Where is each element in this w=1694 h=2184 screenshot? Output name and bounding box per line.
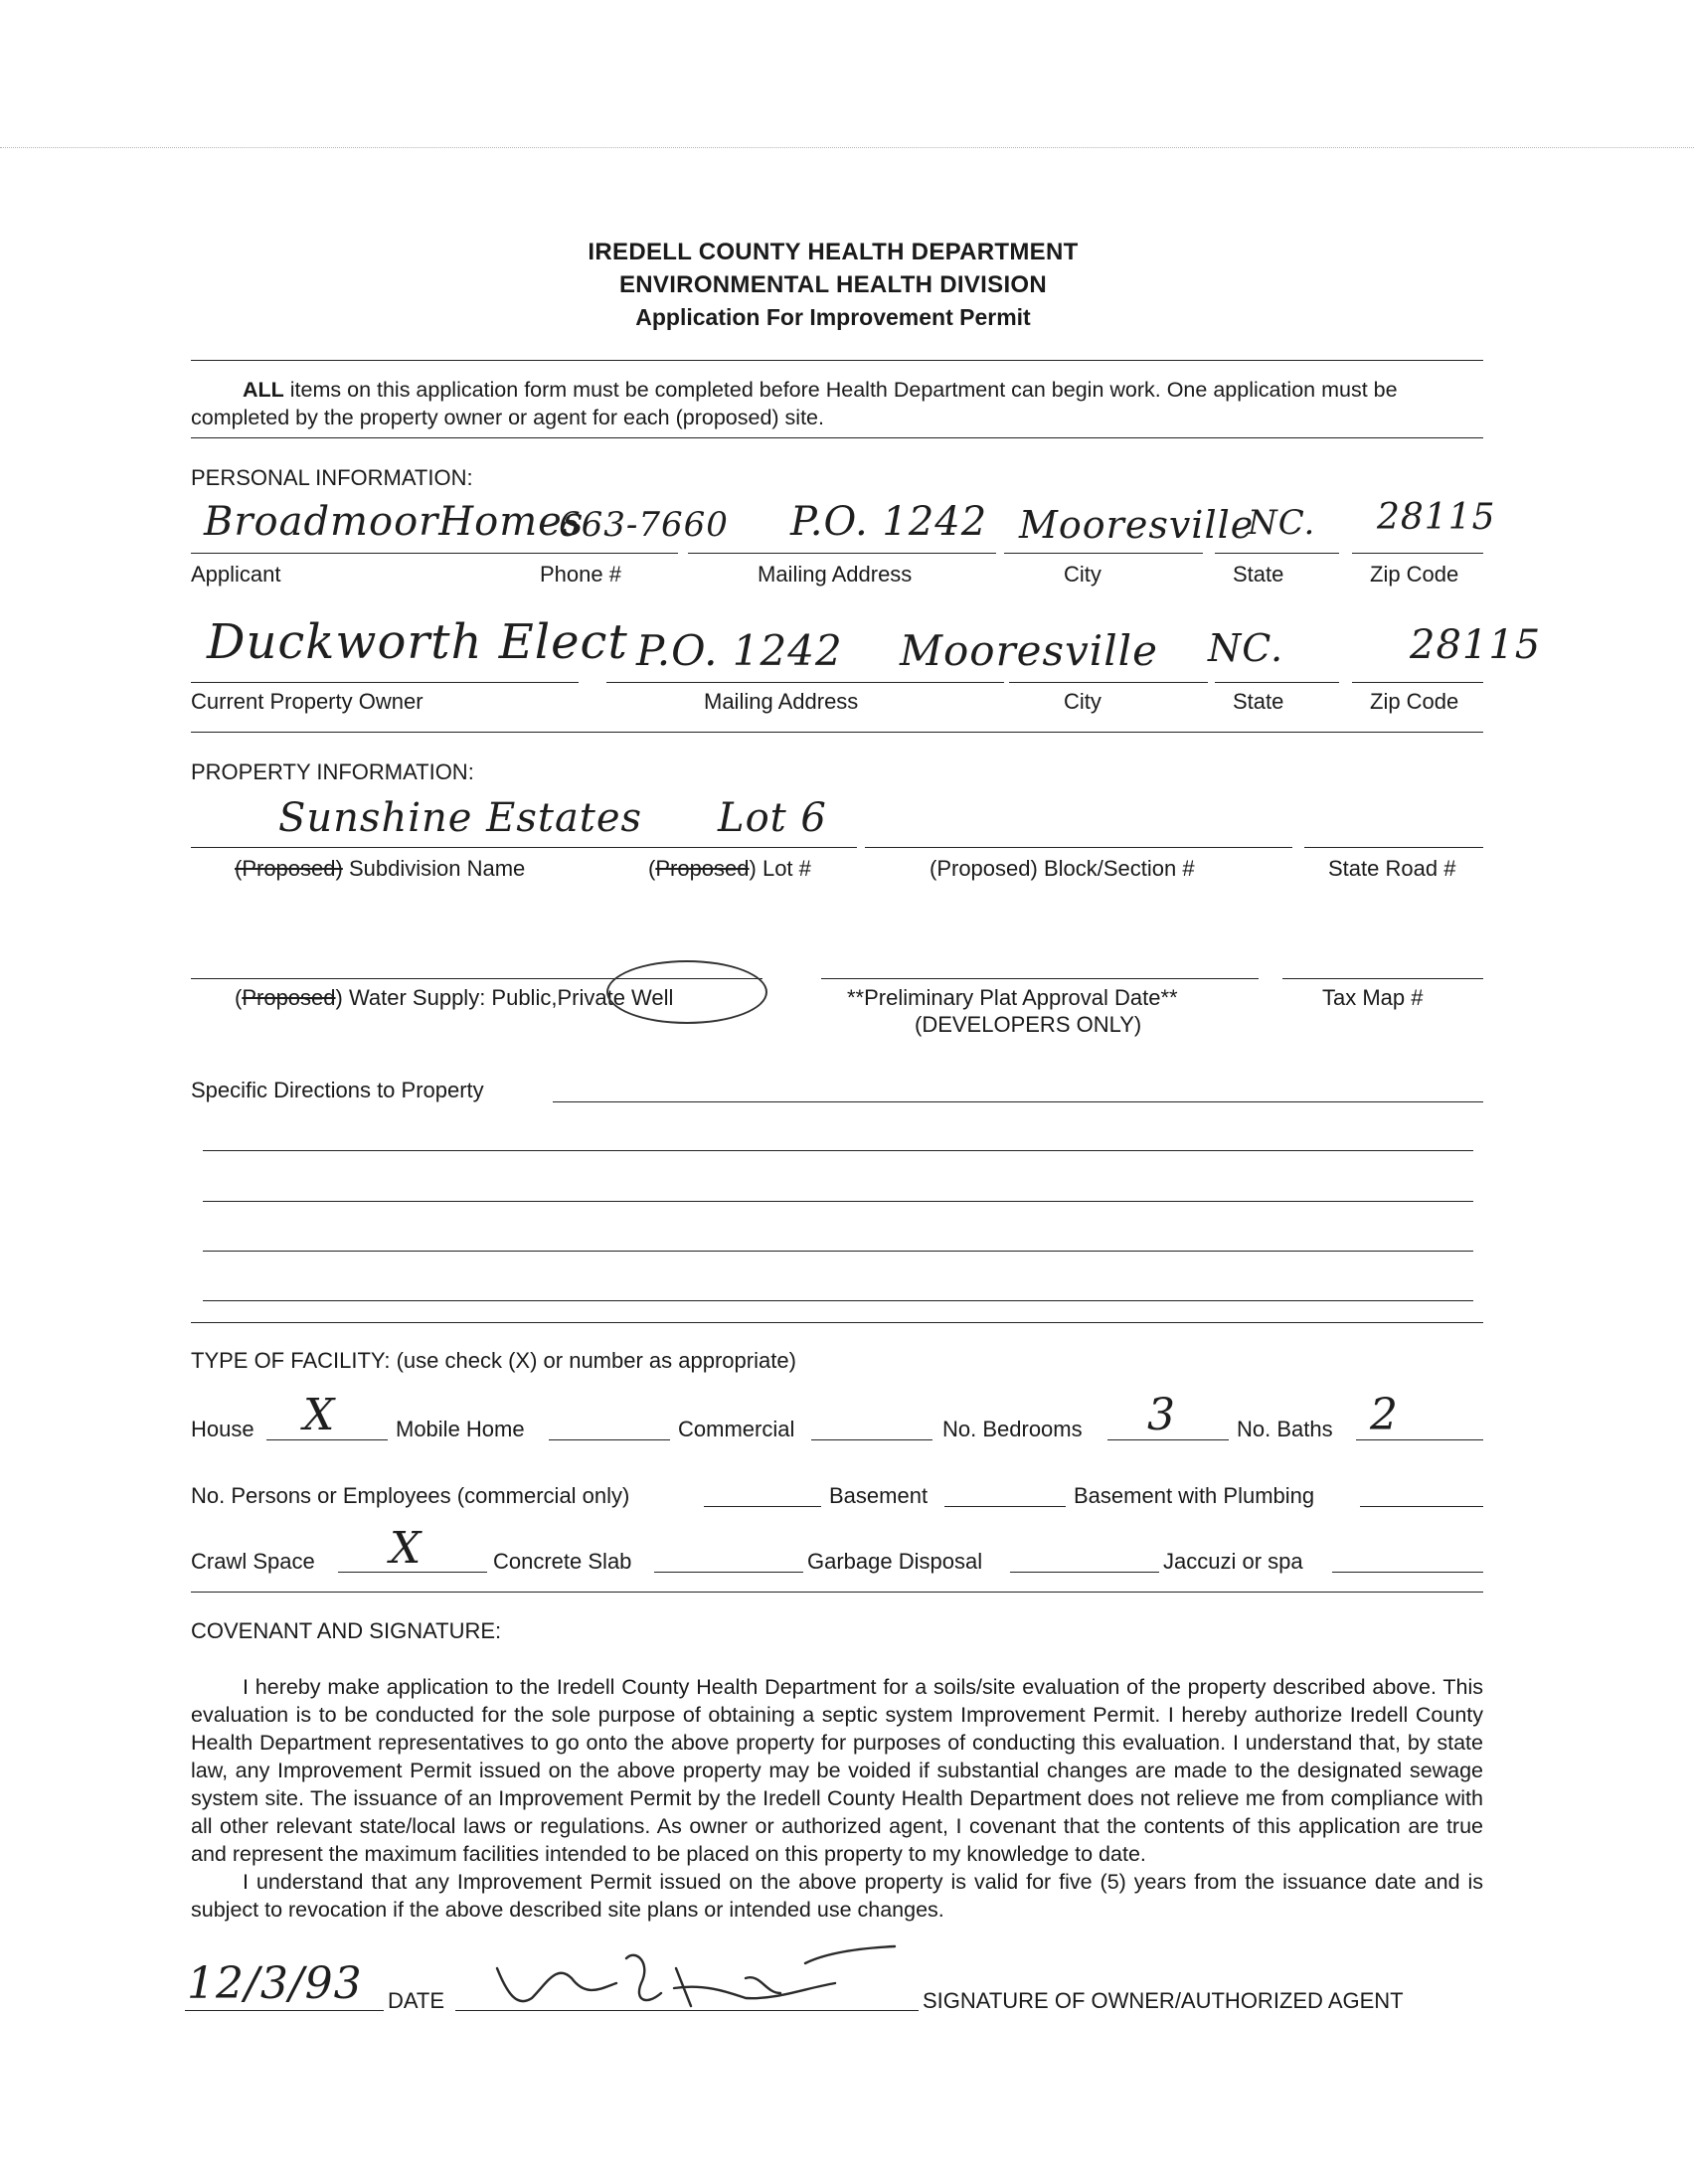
form-title: Application For Improvement Permit bbox=[635, 304, 1031, 330]
personal-info-heading: PERSONAL INFORMATION: bbox=[191, 465, 473, 490]
plat-label: **Preliminary Plat Approval Date** bbox=[847, 985, 1178, 1010]
owner-zip-field[interactable]: 28115 bbox=[1410, 622, 1542, 668]
division-title: ENVIRONMENTAL HEALTH DIVISION bbox=[618, 271, 1048, 298]
lot-label bbox=[648, 856, 811, 882]
mobile-home-blank[interactable] bbox=[549, 1439, 670, 1440]
owner-state-field[interactable]: NC. bbox=[1208, 626, 1284, 670]
owner-mailing-label: Mailing Address bbox=[704, 689, 859, 714]
lot-paren: ( bbox=[648, 856, 656, 881]
lot-number-field[interactable]: Lot 6 bbox=[718, 795, 827, 841]
covenant-paragraph-2: I understand that any Improvement Permit issued on the above property is valid for five (5) years from the issuance date and is subject to revocation if the above described site plans or intended use changes. bbox=[191, 1870, 1483, 1922]
covenant-heading: COVENANT AND SIGNATURE: bbox=[191, 1618, 502, 1643]
divider bbox=[191, 1322, 1483, 1323]
lot-text: ) Lot # bbox=[749, 856, 811, 881]
department-title: IREDELL COUNTY HEALTH DEPARTMENT bbox=[588, 239, 1079, 265]
zip-label: Zip Code bbox=[1370, 562, 1459, 587]
bedrooms-value[interactable]: 3 bbox=[1147, 1390, 1176, 1440]
block-line bbox=[865, 847, 1292, 848]
phone-label: Phone # bbox=[540, 562, 621, 587]
owner-line bbox=[191, 682, 579, 683]
owner-mailing-line bbox=[606, 682, 1004, 683]
directions-line-4[interactable] bbox=[203, 1251, 1473, 1252]
persons-label: No. Persons or Employees (commercial only) bbox=[191, 1483, 630, 1508]
state-line bbox=[1215, 553, 1339, 554]
mailing-label: Mailing Address bbox=[758, 562, 913, 587]
directions-line-5[interactable] bbox=[203, 1300, 1473, 1301]
developers-label: (DEVELOPERS ONLY) bbox=[915, 1012, 1142, 1037]
subdivision-label bbox=[235, 856, 525, 882]
owner-signature[interactable] bbox=[477, 1938, 915, 2018]
slab-blank[interactable] bbox=[654, 1572, 803, 1573]
directions-line-2[interactable] bbox=[203, 1150, 1473, 1151]
basement-plumbing-label: Basement with Plumbing bbox=[1074, 1483, 1315, 1508]
baths-value[interactable]: 2 bbox=[1370, 1390, 1399, 1440]
garbage-label: Garbage Disposal bbox=[807, 1549, 983, 1574]
lot-proposed-struck: Proposed bbox=[655, 856, 750, 881]
directions-line-3[interactable] bbox=[203, 1201, 1473, 1202]
instructions bbox=[191, 376, 1483, 431]
house-label: House bbox=[191, 1417, 254, 1441]
subdivision-name-field[interactable]: Sunshine Estates bbox=[278, 795, 643, 841]
commercial-label: Commercial bbox=[678, 1417, 795, 1441]
persons-blank[interactable] bbox=[704, 1506, 821, 1507]
divider bbox=[191, 1592, 1483, 1593]
applicant-label: Applicant bbox=[191, 562, 281, 587]
water-text: ) Water Supply: Public, bbox=[335, 985, 558, 1010]
private-well-circle bbox=[606, 960, 767, 1024]
owner-zip-label: Zip Code bbox=[1370, 689, 1459, 714]
owner-city-field[interactable]: Mooresville bbox=[900, 626, 1158, 675]
water-proposed-struck: Proposed bbox=[242, 985, 336, 1010]
house-check[interactable]: X bbox=[303, 1390, 336, 1440]
basement-label: Basement bbox=[829, 1483, 929, 1508]
divider bbox=[191, 360, 1483, 361]
jacuzzi-label: Jaccuzi or spa bbox=[1163, 1549, 1303, 1574]
scan-top-dotted-line bbox=[0, 147, 1694, 148]
facility-heading: TYPE OF FACILITY: (use check (X) or number as appropriate) bbox=[191, 1348, 796, 1373]
slab-label: Concrete Slab bbox=[493, 1549, 632, 1574]
city-label: City bbox=[1064, 562, 1101, 587]
applicant-city-field[interactable]: Mooresville bbox=[1019, 503, 1255, 547]
mailing-line bbox=[688, 553, 996, 554]
covenant-paragraph-1: I hereby make application to the Iredell County Health Department for a soils/site evaluation of the property described above. This evaluation is to be conducted for the sole purpose of obtaining a septic system Improvement Permit. I hereby authorize Iredell County Health Department representatives to go onto the above property for purposes of conducting this evaluation. I understand that, by state law, any Improvement Permit issued on the above property may be voided if substantial changes are made to the designated sewage system site. The issuance of an Improvement Permit by the Iredell County Health Department does not relieve me from compliance with all other relevant state/local laws or regulations. As owner or authorized agent, I covenant that the contents of this application are true and represent the maximum facilities intended to be placed on this property to my knowledge to date. bbox=[191, 1675, 1483, 1866]
owner-label: Current Property Owner bbox=[191, 689, 424, 714]
divider bbox=[191, 732, 1483, 733]
applicant-mailing-field[interactable]: P.O. 1242 bbox=[790, 499, 988, 545]
subdivision-lot-line bbox=[191, 847, 857, 848]
applicant-zip-field[interactable]: 28115 bbox=[1377, 497, 1496, 538]
garbage-blank[interactable] bbox=[1010, 1572, 1159, 1573]
taxmap-line bbox=[1282, 978, 1483, 979]
owner-mailing-field[interactable]: P.O. 1242 bbox=[636, 626, 843, 675]
applicant-state-field[interactable]: NC. bbox=[1248, 503, 1316, 543]
owner-city-label: City bbox=[1064, 689, 1101, 714]
instructions-text: items on this application form must be completed before Health Department can begin work. One application must be completed by the property owner or agent for each (proposed) site. bbox=[191, 378, 1398, 429]
subdivision-text: Subdivision Name bbox=[342, 856, 526, 881]
date-value[interactable]: 12/3/93 bbox=[187, 1958, 363, 2009]
owner-city-line bbox=[1009, 682, 1208, 683]
basement-blank[interactable] bbox=[944, 1506, 1066, 1507]
owner-state-line bbox=[1215, 682, 1339, 683]
taxmap-label: Tax Map # bbox=[1322, 985, 1424, 1010]
zip-line bbox=[1352, 553, 1483, 554]
baths-label: No. Baths bbox=[1237, 1417, 1333, 1441]
signature-label: SIGNATURE OF OWNER/AUTHORIZED AGENT bbox=[923, 1988, 1404, 2013]
private-well-option: Private Well bbox=[557, 985, 674, 1010]
applicant-line bbox=[191, 553, 678, 554]
date-line bbox=[185, 2010, 384, 2011]
plat-line bbox=[821, 978, 1259, 979]
basement-plumbing-blank[interactable] bbox=[1360, 1506, 1483, 1507]
instructions-bold: ALL bbox=[243, 378, 284, 402]
state-label: State bbox=[1233, 562, 1284, 587]
date-label: DATE bbox=[388, 1988, 445, 2013]
city-line bbox=[1004, 553, 1203, 554]
water-paren: ( bbox=[235, 985, 243, 1010]
directions-line-1[interactable] bbox=[553, 1101, 1483, 1102]
property-info-heading: PROPERTY INFORMATION: bbox=[191, 759, 474, 784]
divider bbox=[191, 437, 1483, 438]
jacuzzi-blank[interactable] bbox=[1332, 1572, 1483, 1573]
owner-zip-line bbox=[1352, 682, 1483, 683]
applicant-phone-field[interactable]: 663-7660 bbox=[559, 505, 729, 545]
bedrooms-label: No. Bedrooms bbox=[942, 1417, 1083, 1441]
mobile-home-label: Mobile Home bbox=[396, 1417, 525, 1441]
crawl-space-label: Crawl Space bbox=[191, 1549, 315, 1574]
commercial-blank[interactable] bbox=[811, 1439, 932, 1440]
crawl-space-check[interactable]: X bbox=[390, 1523, 423, 1574]
directions-label: Specific Directions to Property bbox=[191, 1078, 484, 1102]
applicant-name-field[interactable]: BroadmoorHomes bbox=[204, 499, 585, 545]
proposed-struck: (Proposed) bbox=[235, 856, 343, 881]
owner-name-field[interactable]: Duckworth Elect bbox=[207, 614, 628, 670]
owner-state-label: State bbox=[1233, 689, 1284, 714]
road-line bbox=[1304, 847, 1483, 848]
road-label: State Road # bbox=[1328, 856, 1456, 881]
block-label: (Proposed) Block/Section # bbox=[930, 856, 1195, 881]
covenant-text bbox=[191, 1673, 1483, 1924]
